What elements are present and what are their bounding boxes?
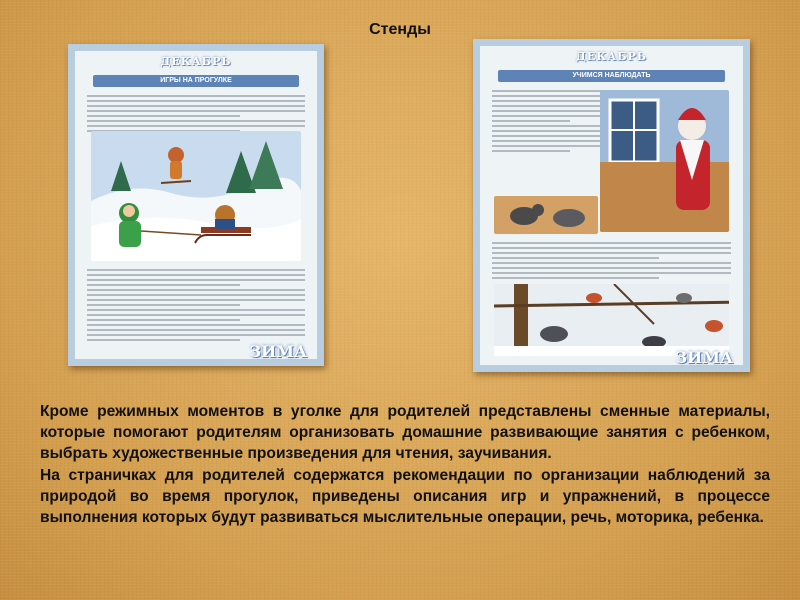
poster-games-outdoors [68, 44, 324, 366]
poster-season-label: ЗИМА [675, 348, 733, 367]
poster-poem-text [492, 90, 603, 155]
poster-month-label: ДЕКАБРЬ [576, 50, 647, 63]
poster-learning-to-observe [473, 39, 750, 372]
slide-body-text [40, 401, 770, 528]
poster-heading: ИГРЫ НА ПРОГУЛКЕ [93, 75, 299, 87]
poster-observation-text [492, 242, 731, 282]
poster-game-description-text [87, 269, 305, 344]
poster-season-label: ЗИМА [249, 342, 307, 361]
slide-title: Стенды [369, 21, 431, 38]
poster-page [480, 46, 743, 365]
winter-sledding-illustration [91, 131, 301, 261]
poster-intro-text [87, 95, 305, 135]
cat-on-windowsill-illustration [494, 196, 598, 234]
poster-month-label: ДЕКАБРЬ [160, 55, 232, 68]
poster-page [75, 51, 317, 359]
grandfather-frost-illustration [600, 90, 729, 232]
poster-heading: УЧИМСЯ НАБЛЮДАТЬ [498, 70, 725, 82]
paragraph-materials: Кроме режимных моментов в уголке для родителей представлены сменные материалы, которые помогают родителям организовать домашние развивающие занятия с ребенком, выбрать художественные произведения для чтения, заучивания. [40, 403, 770, 463]
paragraph-recommendations: На страничках для родителей содержатся рекомендации по организации наблюдений за природой во время прогулок, приведены описания игр и упражнений, в процессе выполнения которых будут развиваться мыслительные операции, речь, моторика, ребенка. [40, 466, 770, 527]
birds-in-winter-illustration [494, 284, 729, 356]
